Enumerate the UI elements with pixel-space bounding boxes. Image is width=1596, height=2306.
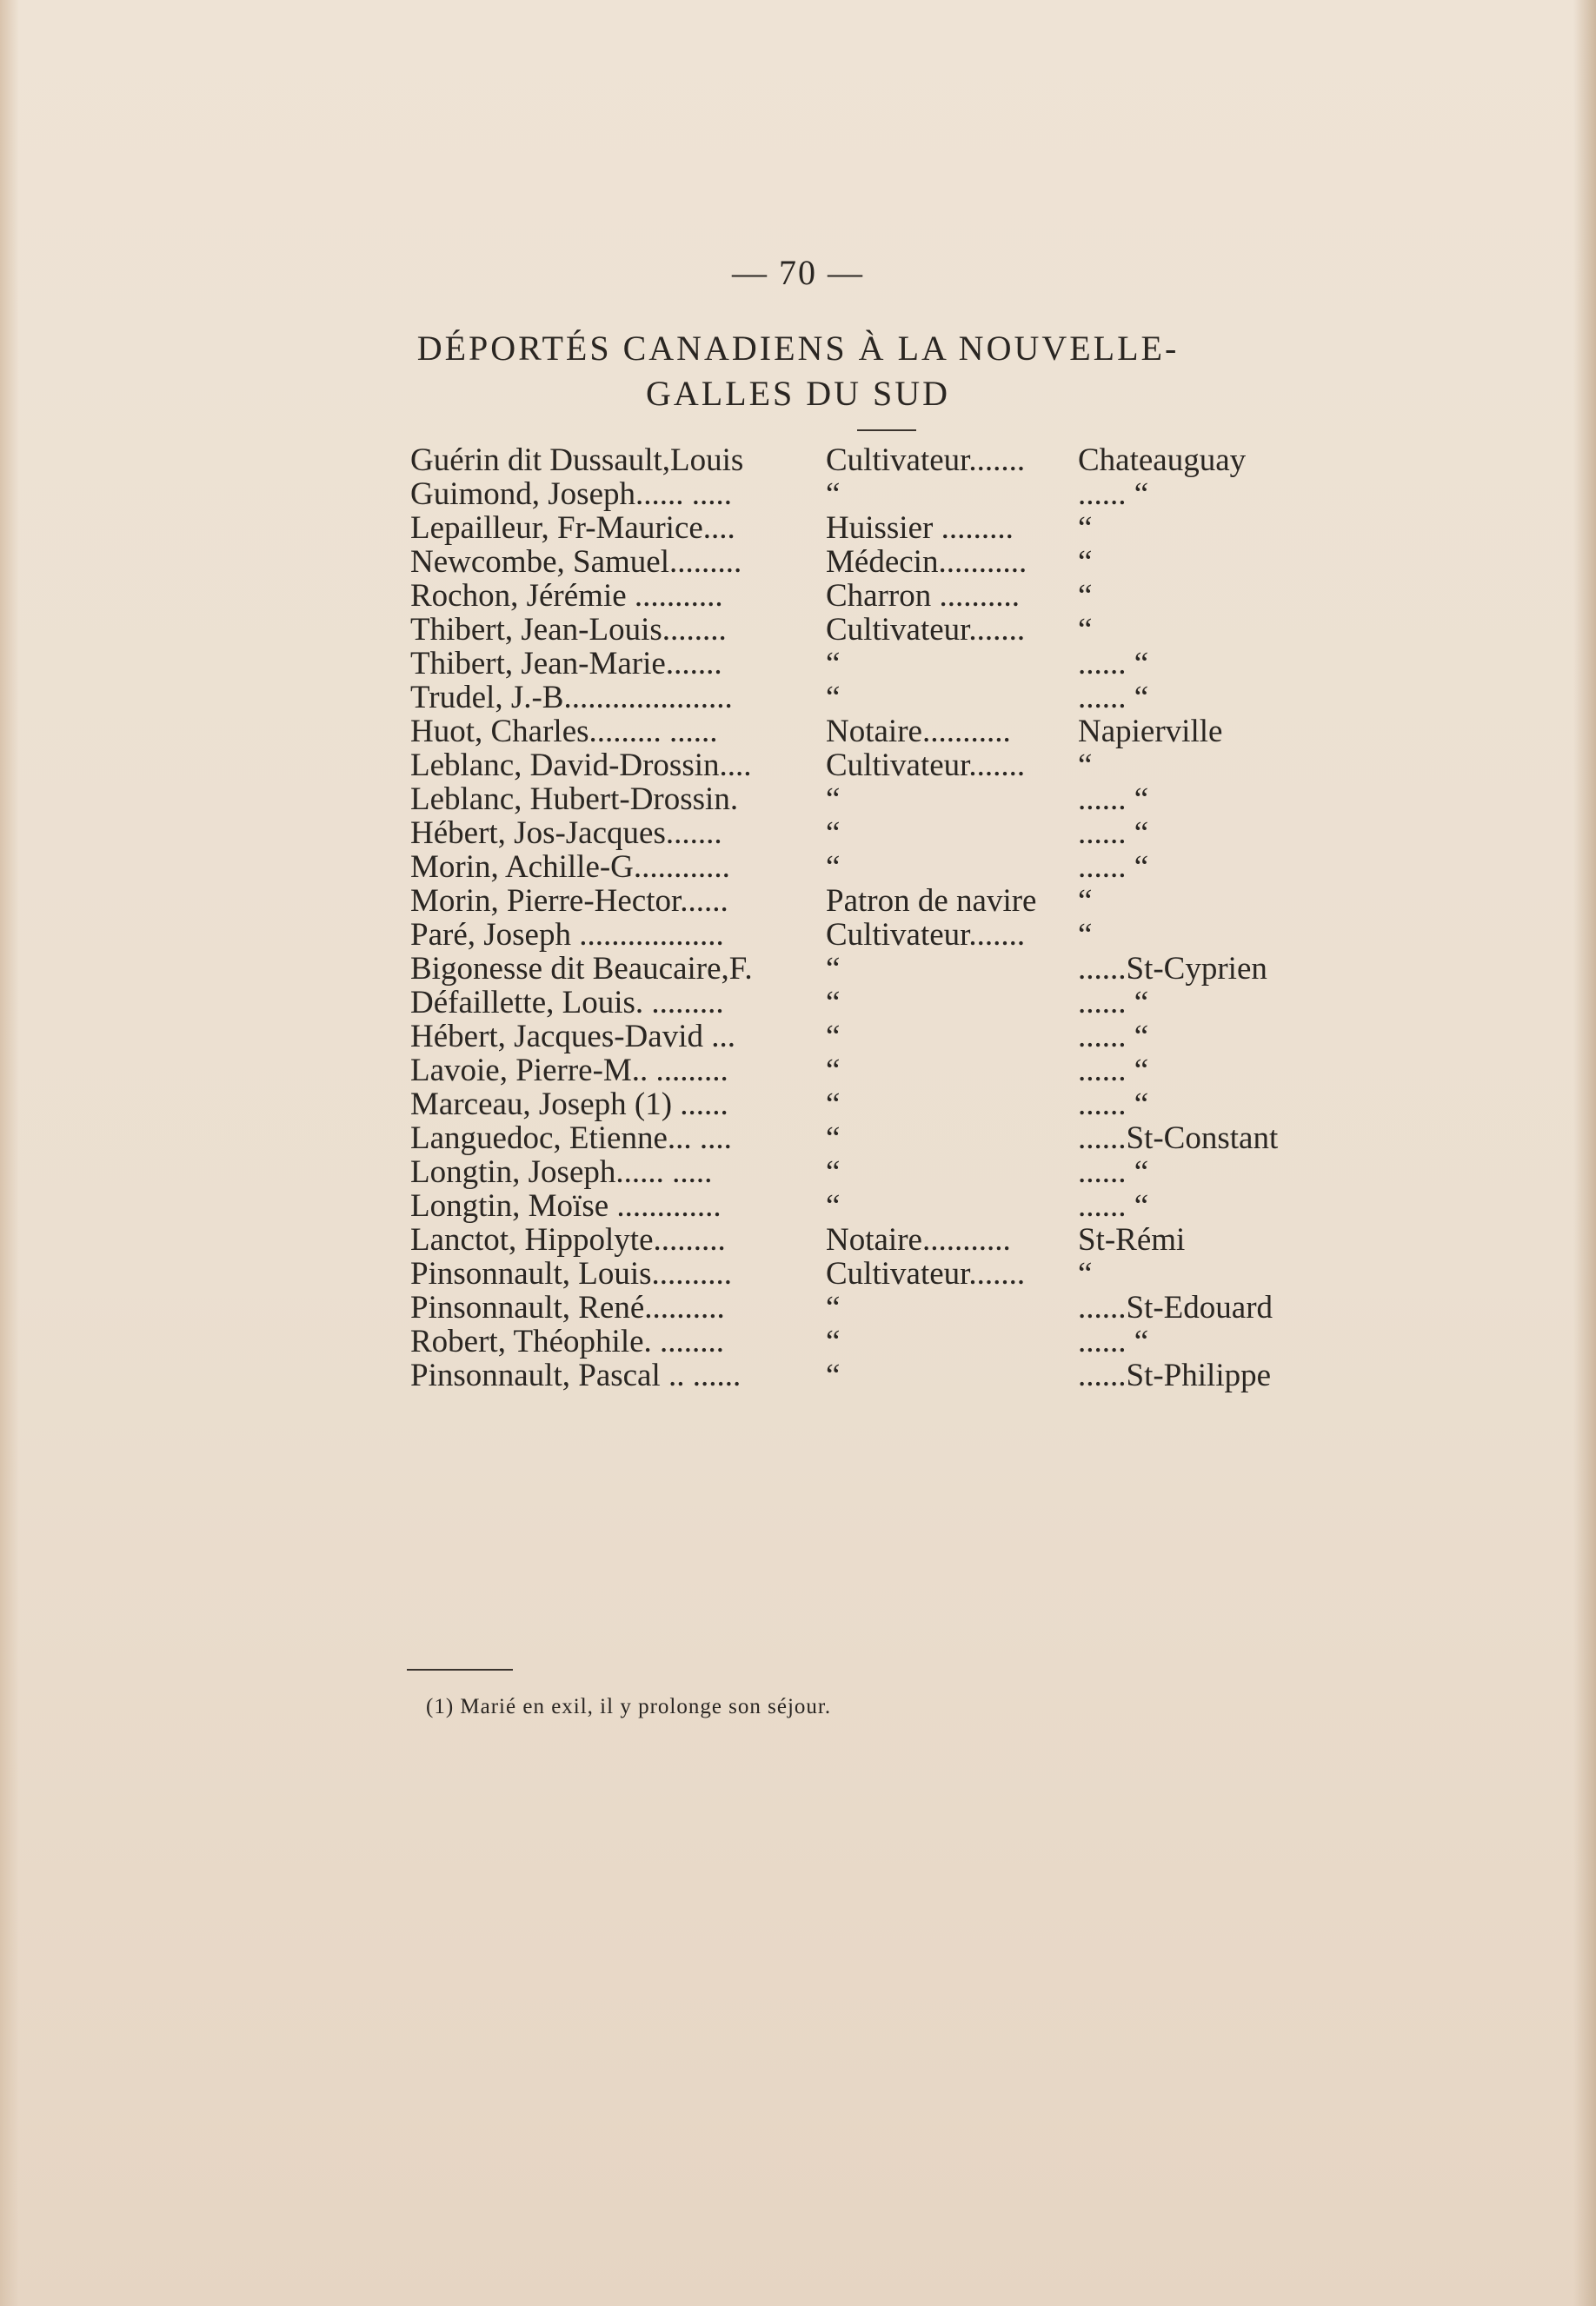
deportee-name: Trudel, J.-B..................... xyxy=(410,680,733,715)
deportee-occupation: “ xyxy=(826,1154,841,1190)
list-item xyxy=(410,986,1314,1020)
list-item xyxy=(410,748,1314,782)
deportee-parish: “ xyxy=(1078,883,1093,919)
deportee-name: Leblanc, Hubert-Drossin. xyxy=(410,781,739,817)
deportee-parish: “ xyxy=(1078,544,1093,580)
page-title xyxy=(0,326,1596,416)
deportee-occupation: “ xyxy=(826,646,841,681)
deportee-name: Guimond, Joseph...... ..... xyxy=(410,476,732,512)
deportee-parish: “ xyxy=(1078,578,1093,614)
title-divider xyxy=(857,429,916,431)
deportee-occupation: Cultivateur....... xyxy=(826,917,1026,953)
deportee-occupation: Cultivateur....... xyxy=(826,1256,1026,1292)
deportee-name: Newcombe, Samuel......... xyxy=(410,544,742,580)
deportee-occupation: “ xyxy=(826,951,841,987)
deportee-occupation: Notaire........... xyxy=(826,714,1011,749)
list-item xyxy=(410,1189,1314,1223)
list-item xyxy=(410,1291,1314,1325)
deportee-name: Guérin dit Dussault,Louis xyxy=(410,442,744,478)
deportee-name: Hébert, Jacques-David ... xyxy=(410,1019,735,1054)
deportee-occupation: Cultivateur....... xyxy=(826,748,1026,783)
deportee-parish: ...... “ xyxy=(1078,849,1149,885)
deportee-occupation: “ xyxy=(826,1188,841,1224)
deportee-occupation: “ xyxy=(826,1120,841,1156)
deportee-parish: ...... “ xyxy=(1078,680,1149,715)
deportee-name: Thibert, Jean-Marie....... xyxy=(410,646,722,681)
deportee-parish: ......St-Philippe xyxy=(1078,1358,1272,1393)
list-item xyxy=(410,1325,1314,1359)
deportee-parish: ......St-Constant xyxy=(1078,1120,1279,1156)
deportee-parish: “ xyxy=(1078,917,1093,953)
list-item xyxy=(410,1257,1314,1291)
deportee-parish: ...... “ xyxy=(1078,1154,1149,1190)
deportee-occupation: “ xyxy=(826,680,841,715)
list-item xyxy=(410,545,1314,579)
deportee-parish: “ xyxy=(1078,1256,1093,1292)
list-item xyxy=(410,443,1314,477)
page-title-line-2: GALLES DU SUD xyxy=(645,374,951,413)
deportee-occupation: “ xyxy=(826,1290,841,1326)
deportee-occupation: “ xyxy=(826,849,841,885)
footnote: (1) Marié en exil, il y prolonge son séjour. xyxy=(426,1695,832,1718)
deportee-occupation: “ xyxy=(826,815,841,851)
list-item xyxy=(410,1053,1314,1087)
list-item xyxy=(410,918,1314,952)
deportee-name: Paré, Joseph .................. xyxy=(410,917,724,953)
deportee-parish: ......St-Cyprien xyxy=(1078,951,1267,987)
deportee-name: Pinsonnault, Louis.......... xyxy=(410,1256,733,1292)
deportee-list xyxy=(410,443,1314,1392)
deportee-occupation: “ xyxy=(826,1087,841,1122)
deportee-name: Rochon, Jérémie ........... xyxy=(410,578,723,614)
list-item xyxy=(410,511,1314,545)
deportee-name: Pinsonnault, René.......... xyxy=(410,1290,725,1326)
deportee-name: Marceau, Joseph (1) ...... xyxy=(410,1087,728,1122)
list-item xyxy=(410,816,1314,850)
deportee-occupation: “ xyxy=(826,1324,841,1359)
deportee-parish: ...... “ xyxy=(1078,815,1149,851)
deportee-parish: ...... “ xyxy=(1078,985,1149,1020)
deportee-parish: ......St-Edouard xyxy=(1078,1290,1273,1326)
deportee-name: Défaillette, Louis. ......... xyxy=(410,985,724,1020)
deportee-parish: ...... “ xyxy=(1078,1053,1149,1088)
deportee-name: Thibert, Jean-Louis........ xyxy=(410,612,727,648)
deportee-name: Morin, Achille-G............ xyxy=(410,849,730,885)
list-item xyxy=(410,579,1314,613)
list-item xyxy=(410,647,1314,681)
page-number: — 70 — xyxy=(732,253,864,292)
deportee-name: Lanctot, Hippolyte......... xyxy=(410,1222,726,1258)
deportee-occupation: “ xyxy=(826,1358,841,1393)
list-item xyxy=(410,681,1314,714)
deportee-parish: “ xyxy=(1078,748,1093,783)
deportee-parish: ...... “ xyxy=(1078,781,1149,817)
deportee-name: Pinsonnault, Pascal .. ...... xyxy=(410,1358,741,1393)
list-item xyxy=(410,714,1314,748)
deportee-parish: “ xyxy=(1078,612,1093,648)
deportee-occupation: Médecin........... xyxy=(826,544,1027,580)
deportee-name: Languedoc, Etienne... .... xyxy=(410,1120,732,1156)
deportee-name: Hébert, Jos-Jacques....... xyxy=(410,815,722,851)
list-item xyxy=(410,952,1314,986)
deportee-name: Longtin, Moïse ............. xyxy=(410,1188,722,1224)
deportee-parish: “ xyxy=(1078,510,1093,546)
list-item xyxy=(410,1020,1314,1053)
deportee-name: Lavoie, Pierre-M.. ......... xyxy=(410,1053,728,1088)
deportee-name: Longtin, Joseph...... ..... xyxy=(410,1154,713,1190)
list-item xyxy=(410,884,1314,918)
deportee-occupation: Cultivateur....... xyxy=(826,612,1026,648)
deportee-parish: ...... “ xyxy=(1078,476,1149,512)
deportee-name: Lepailleur, Fr-Maurice.... xyxy=(410,510,735,546)
deportee-occupation: “ xyxy=(826,476,841,512)
list-item xyxy=(410,477,1314,511)
list-item xyxy=(410,1359,1314,1392)
list-item xyxy=(410,1155,1314,1189)
list-item xyxy=(410,1223,1314,1257)
deportee-parish: Napierville xyxy=(1078,714,1223,749)
deportee-parish: Chateauguay xyxy=(1078,442,1247,478)
page-title-line-1: DÉPORTÉS CANADIENS À LA NOUVELLE- xyxy=(416,329,1180,368)
deportee-occupation: Charron .......... xyxy=(826,578,1020,614)
deportee-occupation: “ xyxy=(826,985,841,1020)
deportee-name: Bigonesse dit Beaucaire,F. xyxy=(410,951,753,987)
deportee-occupation: Cultivateur....... xyxy=(826,442,1026,478)
deportee-occupation: “ xyxy=(826,781,841,817)
deportee-parish: ...... “ xyxy=(1078,646,1149,681)
list-item xyxy=(410,613,1314,647)
deportee-occupation: Huissier ......... xyxy=(826,510,1014,546)
list-item xyxy=(410,1121,1314,1155)
deportee-parish: ...... “ xyxy=(1078,1324,1149,1359)
list-item xyxy=(410,850,1314,884)
deportee-name: Robert, Théophile. ........ xyxy=(410,1324,725,1359)
deportee-occupation: “ xyxy=(826,1053,841,1088)
list-item xyxy=(410,782,1314,816)
deportee-name: Leblanc, David-Drossin.... xyxy=(410,748,752,783)
deportee-parish: ...... “ xyxy=(1078,1188,1149,1224)
footnote-divider xyxy=(407,1669,513,1671)
deportee-parish: St-Rémi xyxy=(1078,1222,1186,1258)
deportee-parish: ...... “ xyxy=(1078,1019,1149,1054)
deportee-occupation: Patron de navire xyxy=(826,883,1037,919)
deportee-name: Huot, Charles......... ...... xyxy=(410,714,718,749)
deportee-name: Morin, Pierre-Hector...... xyxy=(410,883,728,919)
deportee-occupation: “ xyxy=(826,1019,841,1054)
deportee-occupation: Notaire........... xyxy=(826,1222,1011,1258)
deportee-parish: ...... “ xyxy=(1078,1087,1149,1122)
list-item xyxy=(410,1087,1314,1121)
